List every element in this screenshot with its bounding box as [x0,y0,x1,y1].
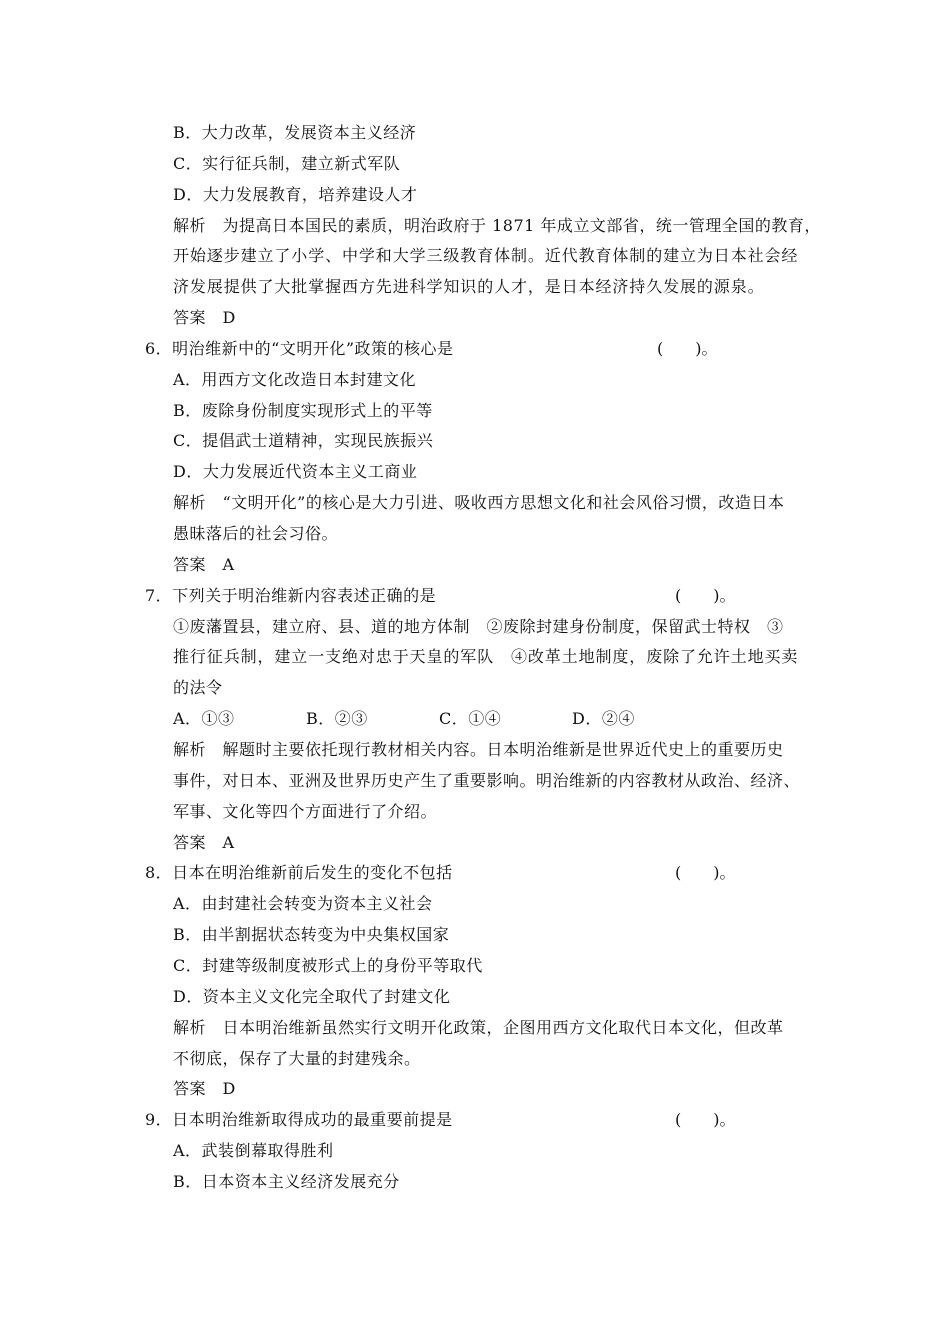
q8-answer-paren: ( )。 [675,863,736,882]
q6-analysis-line: 愚昧落后的社会习俗。 [173,524,339,543]
q7-statement-line: ①废藩置县，建立府、县、道的地方体制 ②废除封建身份制度，保留武士特权 ③ [173,617,784,636]
q8-answer: 答案 D [173,1079,236,1098]
q7-statement-line: 的法令 [173,678,223,697]
q6-option-c: C．提倡武士道精神，实现民族振兴 [173,431,434,450]
q7-analysis-line: 事件，对日本、亚洲及世界历史产生了重要影响。明治维新的内容教材从政治、经济、 [173,771,801,790]
q5-analysis-line: 解析 为提高日本国民的素质，明治政府于 1871 年成立文部省，统一管理全国的教育， [173,216,821,235]
q6-stem: 6．明治维新中的“文明开化”政策的核心是 [145,339,454,358]
q6-option-a: A．用西方文化改造日本封建文化 [173,370,417,389]
q8-option-c: C．封建等级制度被形式上的身份平等取代 [173,956,483,975]
q9-option-a: A．武装倒幕取得胜利 [173,1141,334,1160]
q6-analysis-line: 解析 “文明开化”的核心是大力引进、吸收西方思想文化和社会风俗习惯，改造日本 [173,493,785,512]
q7-option-b: B．②③ [306,709,368,728]
q8-option-b: B．由半割据状态转变为中央集权国家 [173,925,450,944]
q5-option-d: D．大力发展教育，培养建设人才 [173,185,418,204]
q8-option-d: D．资本主义文化完全取代了封建文化 [173,987,451,1006]
q7-stem: 7．下列关于明治维新内容表述正确的是 [145,586,437,605]
q7-statement-line: 推行征兵制，建立一支绝对忠于天皇的军队 ④改革土地制度，废除了允许土地买卖 [173,647,799,666]
q5-answer: 答案 D [173,308,236,327]
q8-option-a: A．由封建社会转变为资本主义社会 [173,894,433,913]
q7-option-c: C．①④ [439,709,502,728]
q5-analysis-line: 开始逐步建立了小学、中学和大学三级教育体制。近代教育体制的建立为日本社会经 [173,246,799,265]
q9-option-b: B．日本资本主义经济发展充分 [173,1172,400,1191]
q7-analysis-line: 解析 解题时主要依托现行教材相关内容。日本明治维新是世界近代史上的重要历史 [173,740,784,759]
q5-option-b: B．大力改革，发展资本主义经济 [173,123,417,142]
q6-answer: 答案 A [173,555,235,574]
q9-answer-paren: ( )。 [675,1110,736,1129]
q7-answer: 答案 A [173,833,235,852]
q8-analysis-line: 解析 日本明治维新虽然实行文明开化政策，企图用西方文化取代日本文化，但改革 [173,1018,784,1037]
q7-options-row [173,709,635,729]
q7-analysis-line: 军事、文化等四个方面进行了介绍。 [173,802,438,821]
q9-stem: 9．日本明治维新取得成功的最重要前提是 [145,1110,453,1129]
q7-option-a: A．①③ [173,709,235,728]
q5-option-c: C．实行征兵制，建立新式军队 [173,154,401,173]
q6-option-d: D．大力发展近代资本主义工商业 [173,462,418,481]
q5-analysis-line: 济发展提供了大批掌握西方先进科学知识的人才，是日本经济持久发展的源泉。 [173,277,765,296]
q6-answer-paren: ( )。 [657,339,718,358]
q6-option-b: B．废除身份制度实现形式上的平等 [173,401,433,420]
q7-option-d: D．②④ [572,709,635,728]
q8-analysis-line: 不彻底，保存了大量的封建残余。 [173,1049,421,1068]
q7-answer-paren: ( )。 [675,586,736,605]
q8-stem: 8．日本在明治维新前后发生的变化不包括 [145,863,453,882]
